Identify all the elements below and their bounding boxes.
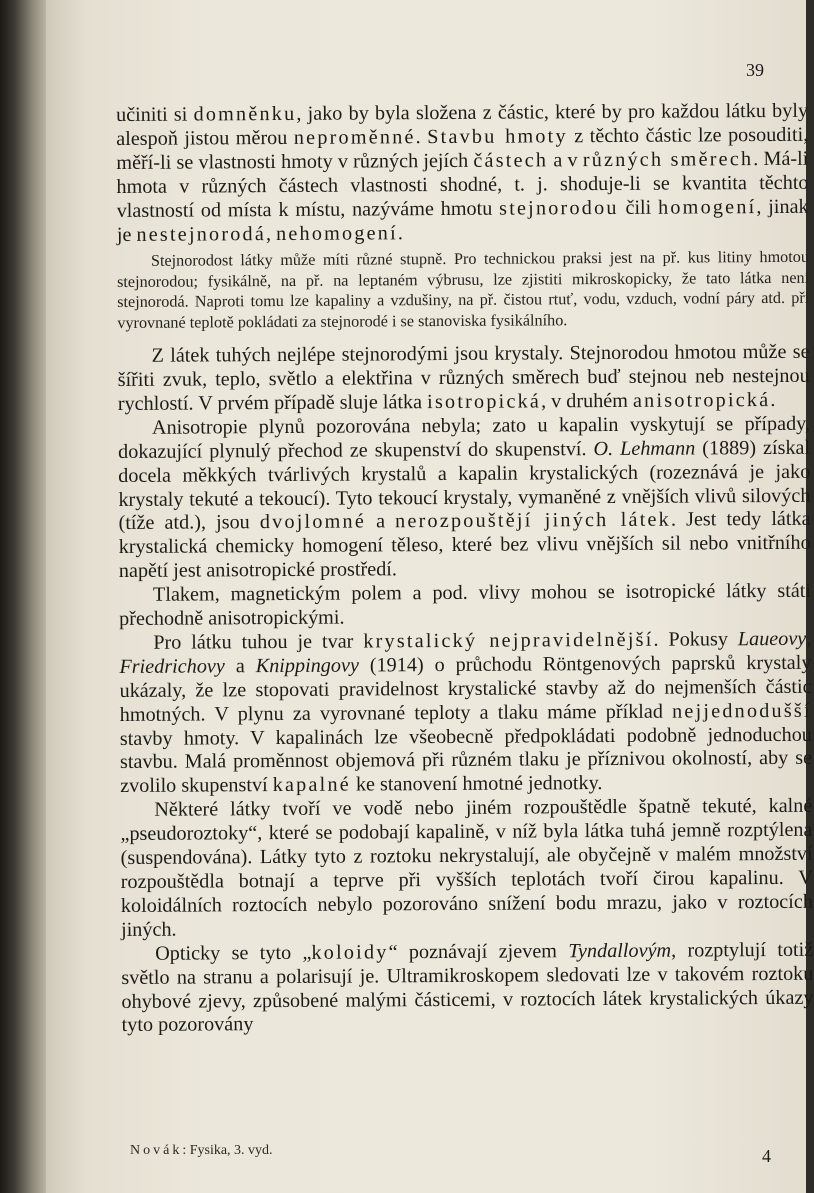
spaced-emphasis-text: anisotropická (632, 388, 771, 412)
text-run: . (397, 221, 403, 244)
text-run: z těchto částic lze posouditi, měří-li se vlastnosti hmoty v různých jejích (116, 123, 809, 174)
italic-text: O. Lehmann (593, 437, 696, 460)
footer-title: : Fysika, 3. vyd. (182, 1143, 273, 1158)
text-run: . (415, 126, 428, 149)
text-run: , (265, 222, 277, 245)
text-run: , rozptylují totiž světlo na stranu a polarisují je. Ultramikroskopem sledovati lze v takovém roztoku ohybové zjevy, způsobené malými částicemi, v roztocích látek krystalických úkazy tyto pozorovány (121, 938, 814, 1037)
book-page (46, 0, 814, 1193)
body-paragraph (116, 100, 809, 248)
spaced-emphasis-text: nejjednodušší (672, 699, 812, 723)
text-run: . Pokusy (653, 628, 738, 651)
body-paragraph (117, 341, 809, 417)
text-run: stavby hmoty. V kapalinách lze všeobecně předpokládati podobně jednoduchou stavbu. Malá proměnnost objemová při různém tlaku je příznivou okolností, aby se zvolilo skupenství (119, 723, 813, 798)
text-run: Některé látky tvoří ve vodě nebo jiném rozpouštědle špatně tekuté, kalné „pseudoroztoky“, které se podobají kapalině, v níž byla látka tuhá jemně rozptýlena (suspendována). Látky tyto z roztoku nekrystalují, ale obyčejně v malém množství rozpouštědla botnají a teprve při vyšších teplotách tvoří čirou kapalinu. V koloidálních roztocích nebylo pozorováno snížení bodu mrazu, jako v roztocích jiných. (120, 795, 813, 941)
text-run: (1914) o průchodu Röntgenových paprsků krystaly ukázaly, že lze stopovati pravidelnost krystalické stavby až do nejmenších částic hmotných. V plynu za vyrovnané teploty a tlaku máme příklad (119, 651, 812, 726)
body-paragraph (120, 795, 813, 943)
spaced-emphasis-text: dvojlomné (259, 510, 367, 534)
body-paragraph (118, 413, 811, 585)
note-paragraph (117, 247, 809, 333)
text-run: učiniti si (116, 103, 194, 126)
italic-text: Knippingovy (255, 654, 359, 678)
body-paragraph (119, 580, 811, 632)
text-run: čili (618, 196, 659, 219)
text-run: Z látek tuhých nejlépe stejnorodými jsou krystaly. Stejnorodou hmotou může se šířiti zvuk, teplo, světlo a elektřina v různých směrech buď stejnou neb nestejnou rychlostí. V prvém případě sluje látka (117, 340, 810, 415)
text-run: a (365, 510, 396, 533)
text-run: a (224, 655, 256, 678)
text-run: , v druhém (540, 389, 634, 413)
text-run: Tlakem, magnetickým polem a pod. vlivy mohou se isotropické látky státi přechodně anisotropickými. (119, 579, 812, 631)
spaced-emphasis-text: kapalné (272, 773, 351, 797)
text-run: “ poznávají zjevem (388, 939, 569, 964)
spaced-emphasis-text: homogení (657, 195, 757, 219)
text-run: , jinak je (116, 195, 809, 246)
text-column (116, 100, 814, 1039)
text-run: , (806, 627, 812, 650)
footer-citation (130, 1143, 273, 1159)
text-run: , jako by byla složena z částic, které by pro každou látku byly alespoň jistou měrou (116, 99, 809, 150)
text-run: (1889) získal docela měkkých tvárlivých krystalů a kapalin krystalických (rozeznává je jako krystaly tekuté a tekoucí). Tyto tekoucí krystaly, vymaněné z vnějších vlivů silových (tíže atd.), jsou (118, 436, 811, 535)
spaced-emphasis-text: koloidy (311, 941, 389, 964)
spaced-emphasis-text: isotropická (427, 390, 542, 413)
body-paragraph (119, 628, 812, 800)
spaced-emphasis-text: stejnorodou (499, 196, 619, 220)
spaced-emphasis-text: domněnku (193, 102, 297, 126)
italic-text: Friedrichovy (119, 655, 225, 678)
text-run: a v (548, 148, 583, 172)
signature-mark: 4 (762, 1146, 771, 1166)
page-number: 39 (746, 60, 764, 80)
footer-author: Novák (130, 1143, 183, 1158)
spaced-emphasis-text: nestejnorodá (136, 222, 267, 246)
text-run: Pro látku tuhou je tvar (153, 630, 364, 654)
text-run: Opticky se tyto „ (155, 941, 312, 965)
italic-text: Tyndallovým (568, 939, 672, 962)
text-run: ke stanovení hmotné jednotky. (350, 772, 603, 796)
text-run: . (770, 388, 776, 411)
text-run: . Má-li hmota v různých částech vlastnosti shodné, t. j. shoduje-li se kvantita těchto vlastností od místa k místu, nazýváme hmotu (116, 147, 809, 222)
spaced-emphasis-text: neproměnné (293, 126, 416, 149)
text-run: Anisotropie plynů pozorována nebyla; zato u kapalin vyskytují se případy, dokazující plynulý přechod ze skupenství do skupenství. (118, 412, 811, 463)
spaced-emphasis-text: nerozpouštějí jiných látek (395, 509, 672, 533)
body-paragraph (121, 938, 814, 1038)
spaced-emphasis-text: Stavbu hmoty (427, 125, 568, 149)
spaced-emphasis-text: krystalický nejpravidelnější (363, 628, 654, 653)
text-run: . Jest tedy látka krystalická chemicky homogení těleso, které bez vlivu vnějších sil nebo vnitřního napětí jest anisotropické prostředí. (118, 508, 811, 583)
spaced-emphasis-text: nehomogení (275, 221, 398, 245)
spaced-emphasis-text: různých směrech (582, 147, 754, 171)
spaced-emphasis-text: částech (473, 149, 549, 172)
text-run: Stejnorodost látky může míti různé stupně. Pro technickou praksi jest na př. kus litiny hmotou stejnorodou; fysikálně, na př. na leptaném výbrusu, lze zjistiti mikroskopicky, že tato látka není stejnorodá. Naproti tomu lze kapaliny a vzdušiny, na př. čistou rtuť, vodu, vzduch, vodní páry atd. při vyrovnané teplotě pokládati za stejnorodé i se stanoviska fysikálního. (117, 248, 810, 332)
italic-text: Laueovy (737, 627, 807, 651)
